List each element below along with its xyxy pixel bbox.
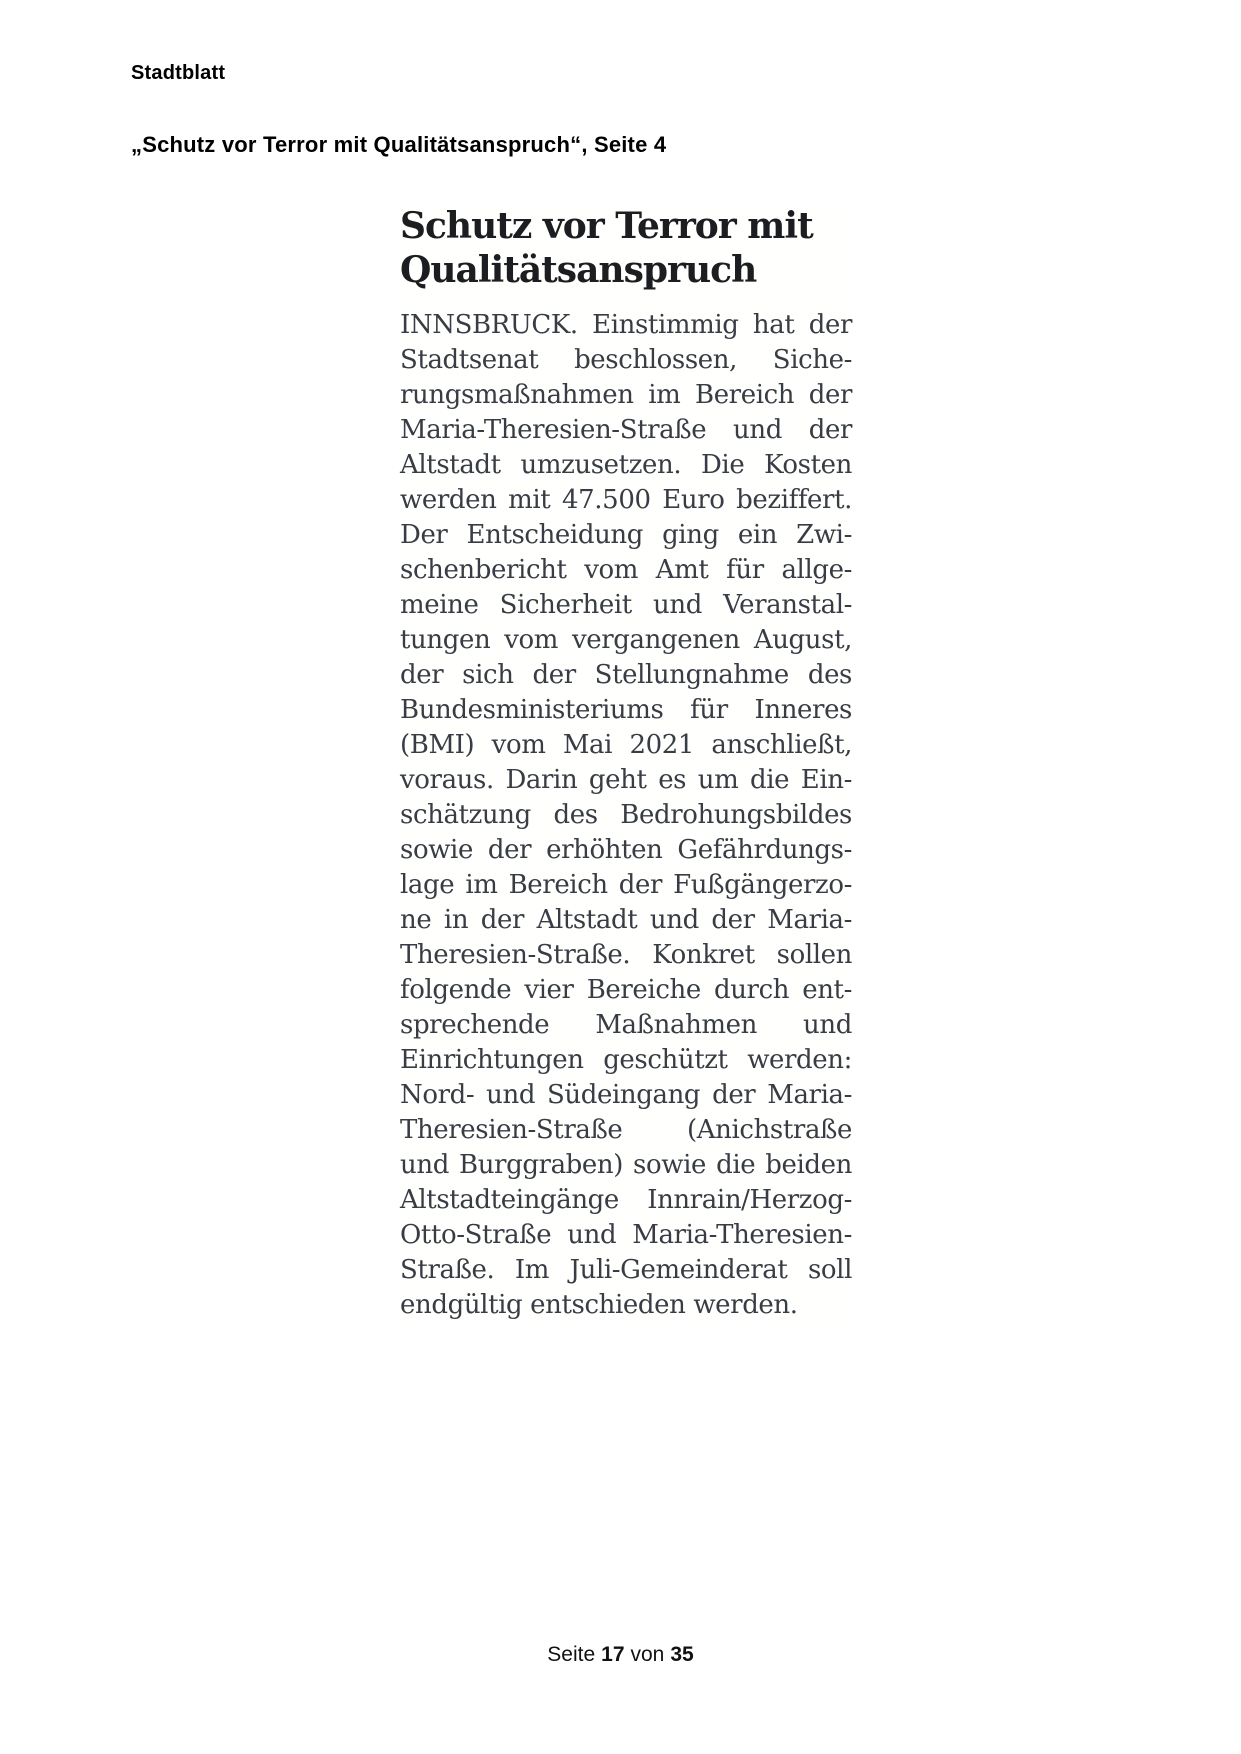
article-clipping <box>400 204 852 1323</box>
article-line: und Burggraben) sowie die beiden <box>400 1150 852 1180</box>
article-line: Stadtsenat beschlossen, Siche- <box>400 345 852 375</box>
article-line: werden mit 47.500 Euro beziffert. <box>400 485 852 515</box>
article-line: voraus. Darin geht es um die Ein- <box>400 765 852 795</box>
article-line: rungsmaßnahmen im Bereich der <box>400 380 852 410</box>
article-line: sprechende Maßnahmen und <box>400 1010 852 1040</box>
footer-label-von: von <box>630 1643 665 1666</box>
article-line: Der Entscheidung ging ein Zwi- <box>400 520 852 550</box>
article-body <box>400 308 852 1323</box>
article-line: schätzung des Bedrohungsbildes <box>400 800 852 830</box>
article-line: Altstadteingänge Innrain/Herzog- <box>400 1185 852 1215</box>
article-line: Bundesministeriums für Inneres <box>400 695 852 725</box>
article-line: (BMI) vom Mai 2021 anschließt, <box>400 730 852 760</box>
footer-label-seite: Seite <box>547 1643 596 1666</box>
article-line: tungen vom vergangenen August, <box>400 625 852 655</box>
footer-total-pages: 35 <box>670 1643 694 1666</box>
article-line: schenbericht vom Amt für allge- <box>400 555 852 585</box>
masthead: Stadtblatt <box>131 62 226 84</box>
article-line: Nord- und Südeingang der Maria- <box>400 1080 852 1110</box>
headline-line-2: Qualitätsanspruch <box>400 249 757 291</box>
article-line: sowie der erhöhten Gefährdungs- <box>400 835 852 865</box>
article-line: folgende vier Bereiche durch ent- <box>400 975 852 1005</box>
article-line: Maria-Theresien-Straße und der <box>400 415 852 445</box>
article-line: meine Sicherheit und Veranstal- <box>400 590 852 620</box>
article-headline <box>400 204 852 292</box>
article-line: Einrichtungen geschützt werden: <box>400 1045 852 1075</box>
article-line: Otto-Straße und Maria-Theresien- <box>400 1220 852 1250</box>
page-footer <box>0 1643 1241 1667</box>
footer-current-page: 17 <box>601 1643 625 1666</box>
reference-line: „Schutz vor Terror mit Qualitätsanspruch“, Seite 4 <box>131 132 667 157</box>
article-line: endgültig entschieden werden. <box>400 1290 798 1320</box>
article-line: ne in der Altstadt und der Maria- <box>400 905 852 935</box>
article-line: lage im Bereich der Fußgängerzo- <box>400 870 852 900</box>
article-line: Theresien-Straße. Konkret sollen <box>400 940 852 970</box>
headline-line-1: Schutz vor Terror mit <box>400 205 813 247</box>
article-line: Straße. Im Juli-Gemeinderat soll <box>400 1255 852 1285</box>
article-line: der sich der Stellungnahme des <box>400 660 852 690</box>
article-line: INNSBRUCK. Einstimmig hat der <box>400 310 852 340</box>
article-line: Altstadt umzusetzen. Die Kosten <box>400 450 852 480</box>
article-line: Theresien-Straße (Anichstraße <box>400 1115 852 1145</box>
